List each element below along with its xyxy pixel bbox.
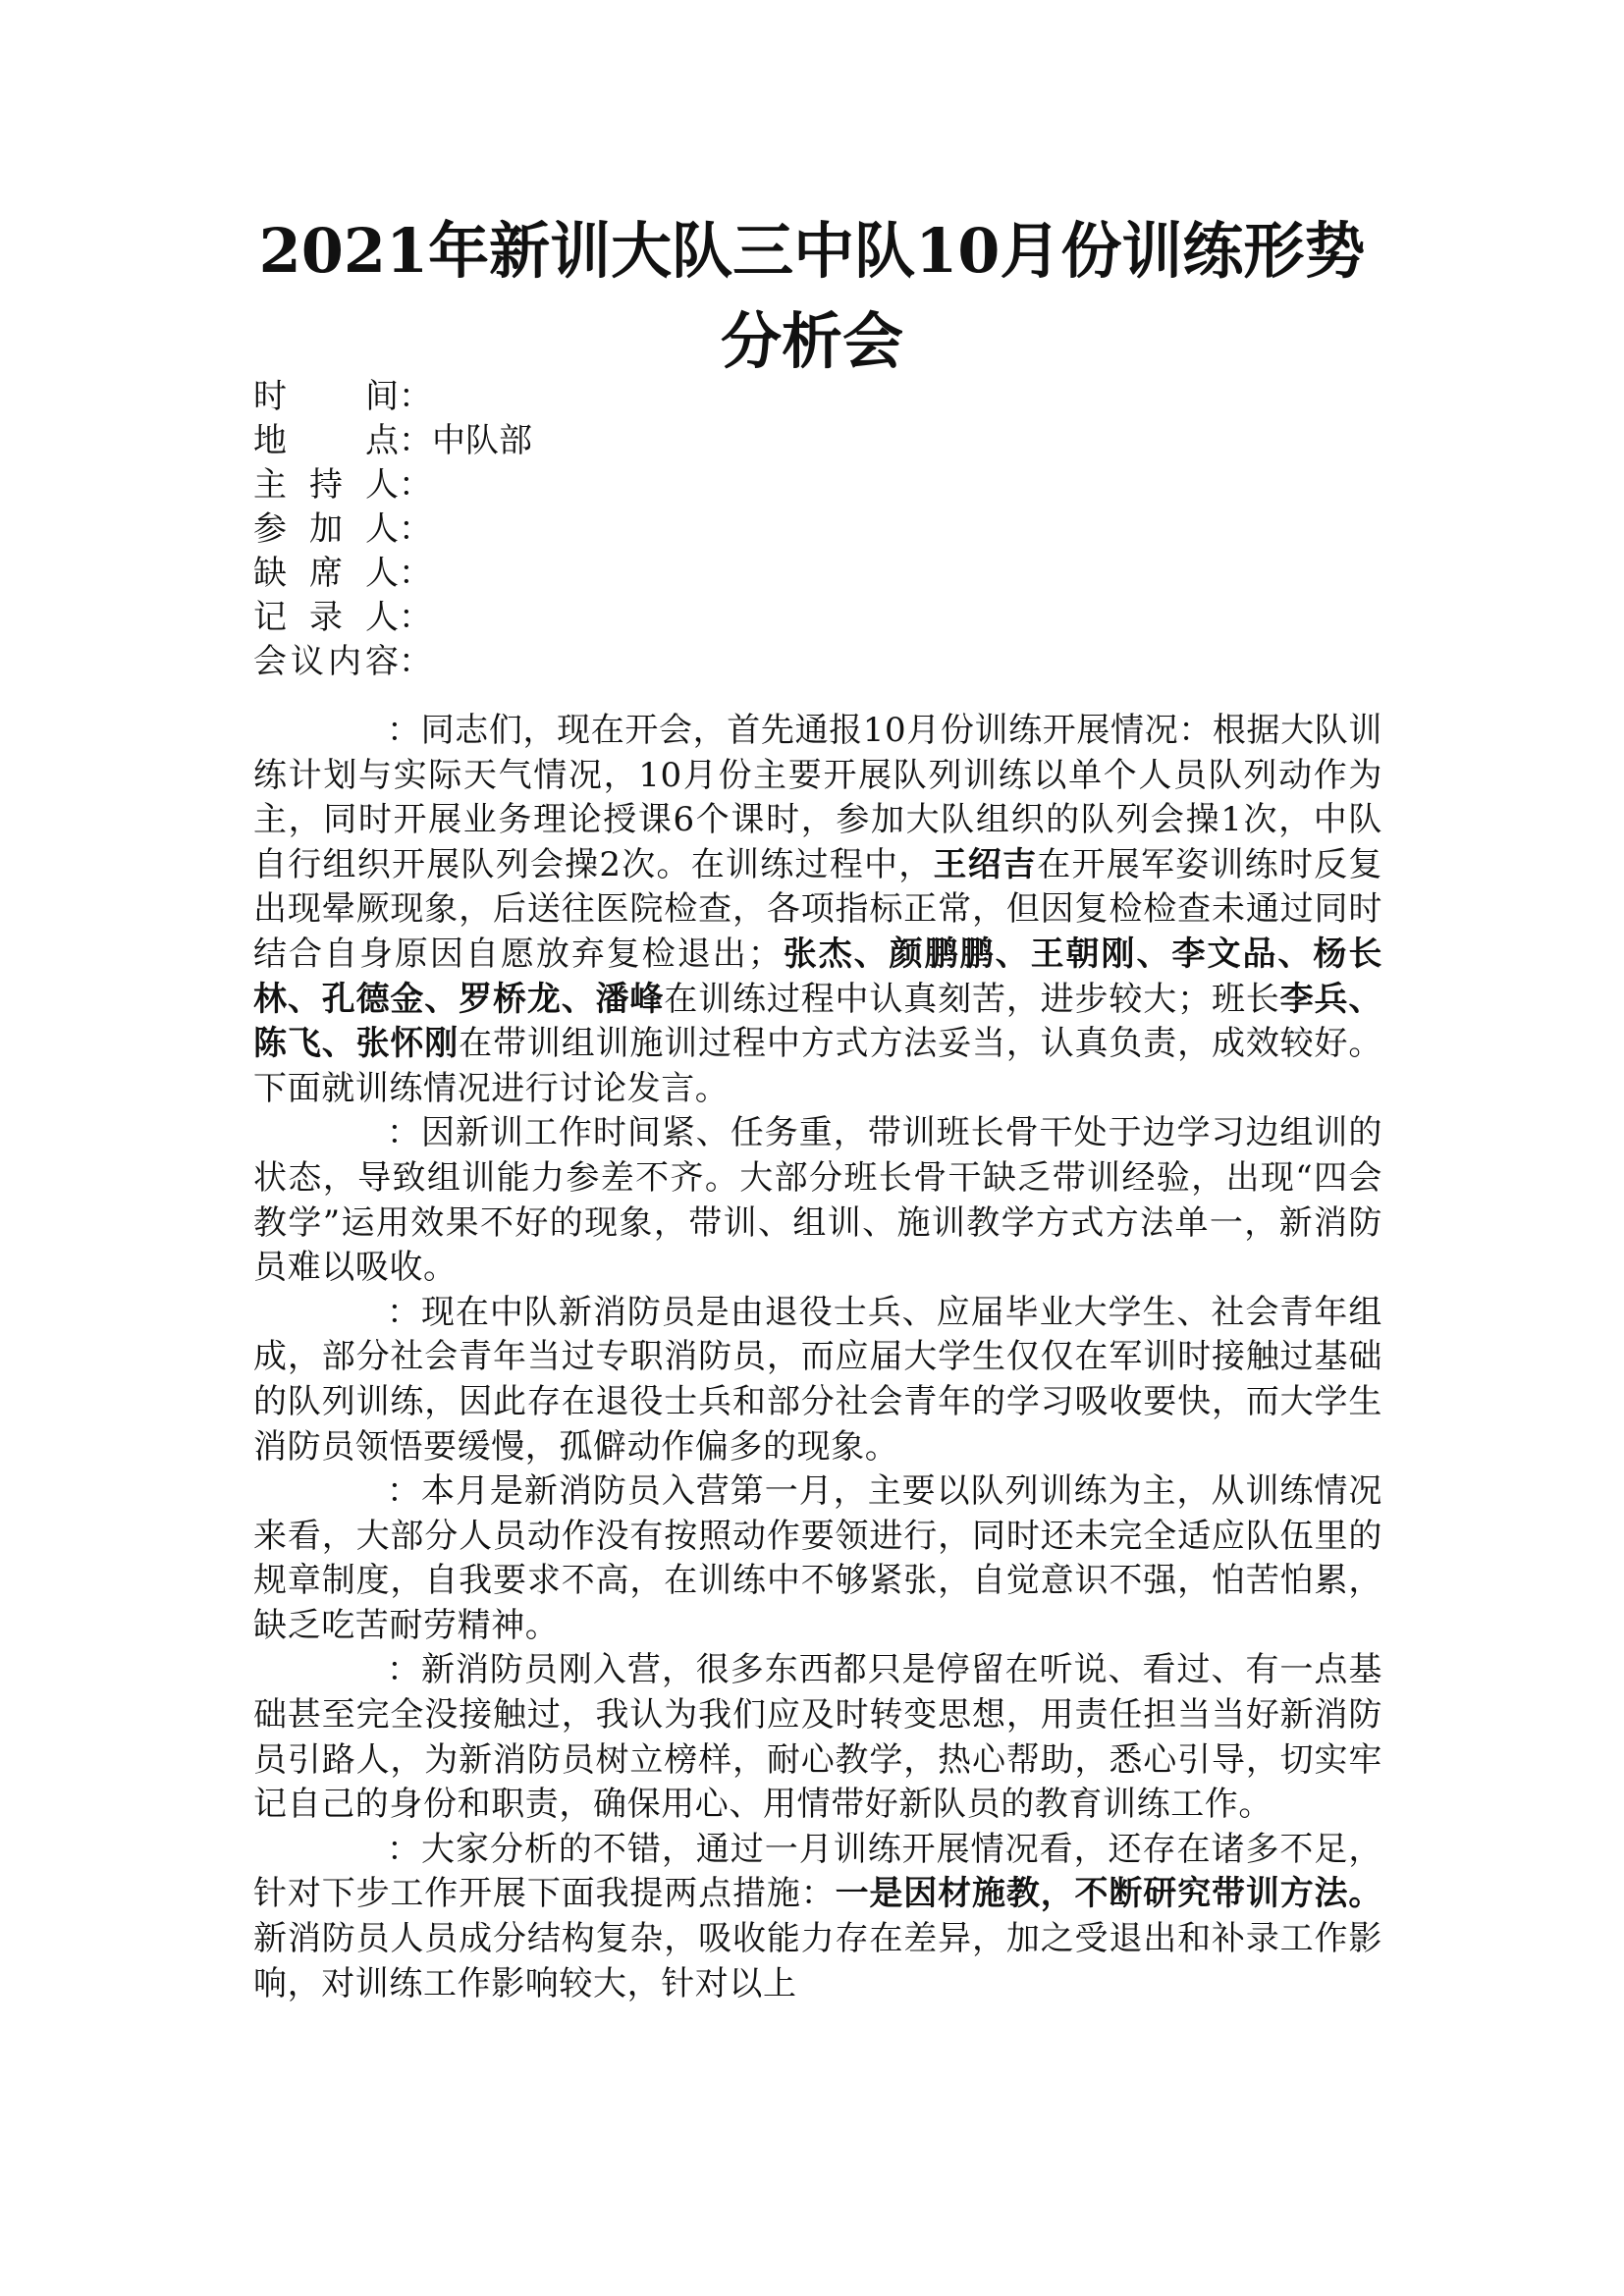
meeting-info-label: 主持人 [253,465,399,505]
paragraph-text: ：大家分析的不错，通过一月训练开展情况看，还存在诸多不足，针对下步工作开展下面我提两点措施： [253,1829,1382,1914]
meeting-info-label: 缺席人 [253,554,399,593]
meeting-info-value: 中队部 [432,421,532,460]
meeting-info-host [253,463,1382,507]
meeting-info-label: 参加人 [253,509,399,549]
paragraph-text: 在带训组训施训过程中方式方法妥当，认真负责，成效较好。下面就训练情况进行讨论发言。 [253,1024,1382,1108]
minutes-paragraph [253,1648,1382,1827]
paragraph-text: ：新消防员刚入营，很多东西都只是停留在听说、看过、有一点基础甚至完全没接触过，我认为我们应及时转变思想，用责任担当当好新消防员引路人，为新消防员树立榜样，耐心教学，热心帮助，悉心引导，切实牢记自己的身份和职责，确保用心、用情带好新队员的教育训练工作。 [253,1650,1382,1825]
minutes-paragraph [253,1111,1382,1290]
highlighted-text: 李兵、陈飞、张怀刚 [253,979,1382,1064]
highlighted-text: 王绍吉 [933,844,1038,884]
highlighted-text: 张杰、颜鹏鹏、王朝刚、李文品、杨长林、孔德金、罗桥龙、潘峰 [253,934,1382,1019]
meeting-info-label: 记录人 [253,598,399,637]
meeting-info-colon: ： [399,377,432,416]
meeting-info-colon: ： [399,509,432,549]
meeting-info-colon: ： [399,642,432,681]
meeting-info-location [253,419,1382,463]
meeting-info-colon: ： [399,554,432,593]
paragraph-text: 在训练过程中认真刻苦，进步较大；班长 [664,979,1280,1019]
meeting-info-recorder [253,596,1382,640]
paragraph-text: ：同志们，现在开会，首先通报10月份训练开展情况：根据大队训练计划与实际天气情况，10月份主要开展队列训练以单个人员队列动作为主，同时开展业务理论授课6个课时，参加大队组织的队列会操1次，中队自行组织开展队列会操2次。在训练过程中， [253,711,1382,884]
minutes-paragraph [253,1828,1382,2006]
minutes-paragraph [253,1291,1382,1469]
meeting-info-label: 时间 [253,377,399,416]
paragraph-text: ：本月是新消防员入营第一月，主要以队列训练为主，从训练情况来看，大部分人员动作没有按照动作要领进行，同时还未完全适应队伍里的规章制度，自我要求不高，在训练中不够紧张，自觉意识不强，怕苦怕累，缺乏吃苦耐劳精神。 [253,1471,1382,1645]
meeting-minutes-body [253,709,1382,2006]
paragraph-text: ：因新训工作时间紧、任务重，带训班长骨干处于边学习边组训的状态，导致组训能力参差不齐。大部分班长骨干缺乏带训经验，出现“四会教学”运用效果不好的现象，带训、组训、施训教学方式方法单一，新消防员难以吸收。 [253,1113,1382,1288]
paragraph-text: 新消防员人员成分结构复杂，吸收能力存在差异，加之受退出和补录工作影响，对训练工作影响较大，针对以上 [253,1919,1382,2003]
meeting-info-list [253,375,1382,684]
meeting-info-label: 地点 [253,421,399,460]
document-title: 2021年新训大队三中队10月份训练形势分析会 [258,215,1366,377]
meeting-info-absentees [253,552,1382,596]
meeting-info-colon: ： [399,421,432,460]
minutes-paragraph [253,1469,1382,1648]
paragraph-text: ：现在中队新消防员是由退役士兵、应届毕业大学生、社会青年组成，部分社会青年当过专职消防员，而应届大学生仅仅在军训时接触过基础的队列训练，因此存在退役士兵和部分社会青年的学习吸收要快，而大学生消防员领悟要缓慢，孤僻动作偏多的现象。 [253,1292,1382,1467]
minutes-paragraph [253,709,1382,1111]
meeting-info-attendees [253,507,1382,552]
highlighted-text: 一是因材施教，不断研究带训方法。 [835,1874,1382,1914]
meeting-info-label: 会议内容 [253,642,399,681]
meeting-info-content [253,640,1382,684]
meeting-info-colon: ： [399,598,432,637]
meeting-info-time [253,375,1382,419]
meeting-info-colon: ： [399,465,432,505]
paragraph-text: 在开展军姿训练时反复出现晕厥现象，后送往医院检查，各项指标正常，但因复检检查未通过同时结合自身原因自愿放弃复检退出； [253,844,1382,974]
